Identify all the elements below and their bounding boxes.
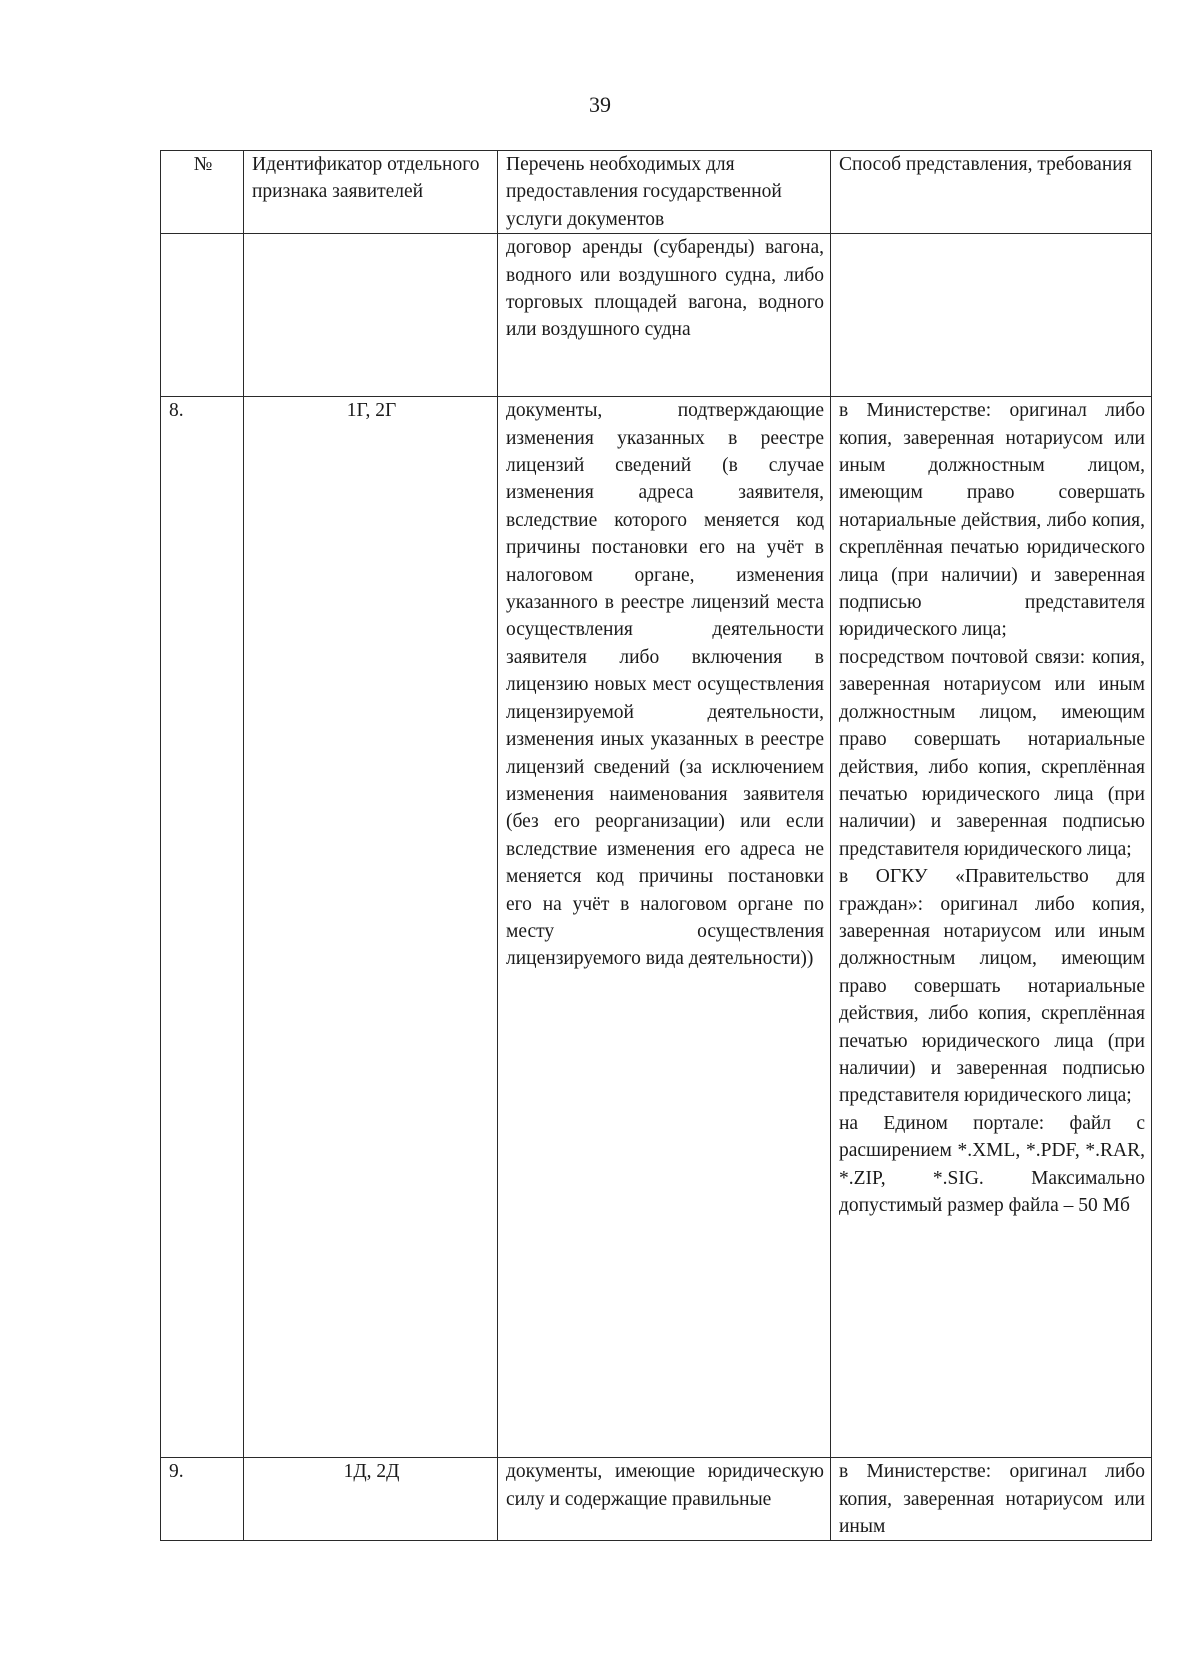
- row-identifier: [244, 234, 498, 397]
- table-header-row: [161, 151, 1152, 234]
- row-identifier: 1Г, 2Г: [244, 397, 498, 1458]
- table-row: [161, 1458, 1152, 1541]
- header-number: №: [161, 151, 244, 234]
- documents-table: [160, 150, 1152, 1541]
- row-documents: договор аренды (субаренды) вагона, водного или воздушного судна, либо торговых площадей вагона, водного или воздушного судна: [498, 234, 831, 397]
- header-identifier: Идентификатор отдельного признака заявителей: [244, 151, 498, 234]
- table-row: [161, 234, 1152, 397]
- header-method: Способ представления, требования: [831, 151, 1152, 234]
- row-number: 9.: [161, 1458, 244, 1541]
- table-row: [161, 397, 1152, 1458]
- row-number: 8.: [161, 397, 244, 1458]
- row-documents: документы, подтверждающие изменения указанных в реестре лицензий сведений (в случае изменения адреса заявителя, вследствие которого меняется код причины постановки его на учёт в налоговом органе, изменения указанного в реестре лицензий места осуществления деятельности заявителя либо включения в лицензию новых мест осуществления лицензируемой деятельности, изменения иных указанных в реестре лицензий сведений (за исключением изменения наименования заявителя (без его реорганизации) или если вследствие изменения его адреса не меняется код причины постановки его на учёт в налоговом органе по месту осуществления лицензируемого вида деятельности)): [498, 397, 831, 1458]
- row-documents: документы, имеющие юридическую силу и содержащие правильные: [498, 1458, 831, 1541]
- header-documents: Перечень необходимых для предоставления государственной услуги документов: [498, 151, 831, 234]
- page-number: 39: [589, 92, 611, 117]
- row-identifier: 1Д, 2Д: [244, 1458, 498, 1541]
- row-method: в Министерстве: оригинал либо копия, заверенная нотариусом или иным: [831, 1458, 1152, 1541]
- row-number: [161, 234, 244, 397]
- row-method: в Министерстве: оригинал либо копия, заверенная нотариусом или иным должностным лицом, имеющим право совершать нотариальные действия, либо копия, скреплённая печатью юридического лица (при наличии) и заверенная подписью представителя юридического лица; посредством почтовой связи: копия, заверенная нотариусом или иным должностным лицом, имеющим право совершать нотариальные действия, либо копия, скреплённая печатью юридического лица (при наличии) и заверенная подписью представителя юридического лица; в ОГКУ «Правительство для граждан»: оригинал либо копия, заверенная нотариусом или иным должностным лицом, имеющим право совершать нотариальные действия, либо копия, скреплённая печатью юридического лица (при наличии) и заверенная подписью представителя юридического лица; на Едином портале: файл с расширением *.XML, *.PDF, *.RAR, *.ZIP, *.SIG. Максимально допустимый размер файла – 50 Мб: [831, 397, 1152, 1458]
- row-method: [831, 234, 1152, 397]
